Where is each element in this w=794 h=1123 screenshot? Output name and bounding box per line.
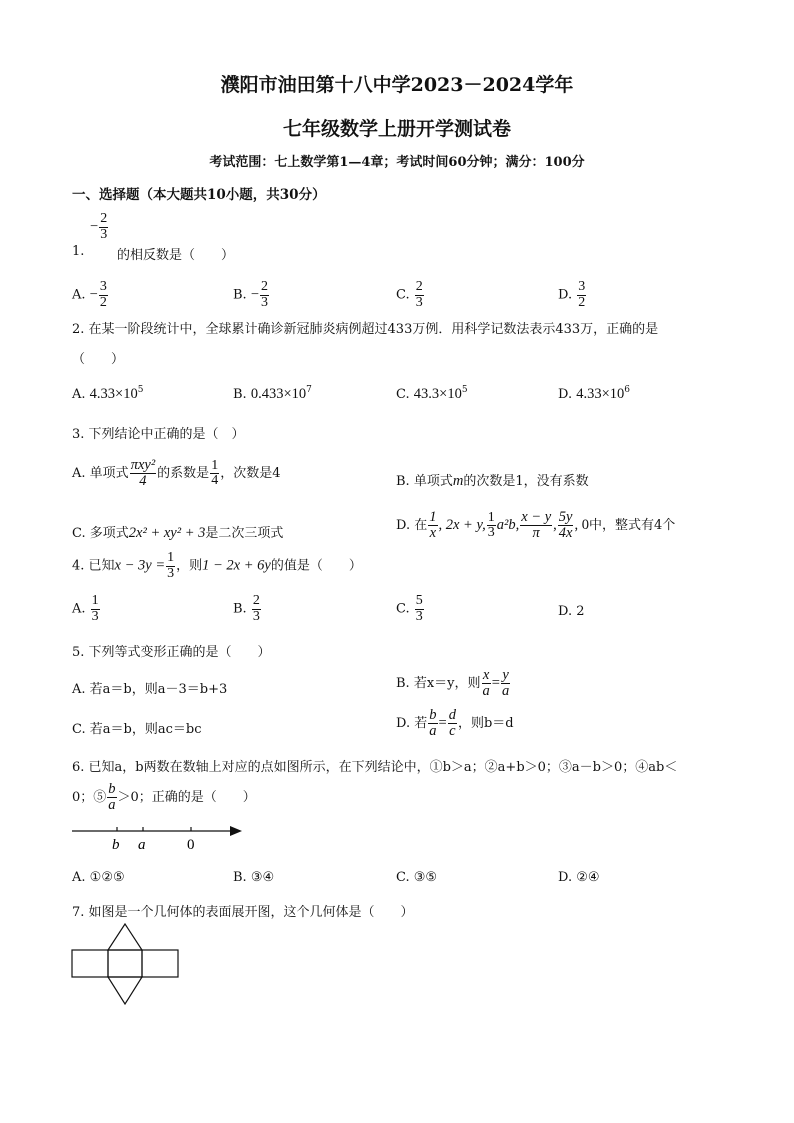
q1-option-a: A. − $\frac{3}{2}$ (72, 279, 107, 310)
axis-label-b: b (112, 837, 120, 853)
q5-option-d: D. 若 $\frac{b}{a}$ = $\frac{d}{c}$ ，则b＝d (396, 707, 514, 740)
prism-net-figure (70, 922, 182, 1008)
q5-option-c: C. 若a＝b，则ac＝bc (72, 722, 202, 737)
q3-option-c: C. 多项式2x² + xy² + 3是二次三项式 (72, 525, 284, 541)
q3-option-b: B. 单项式m的次数是1，没有系数 (396, 473, 589, 489)
q1-option-c: C. $\frac{2}{3}$ (396, 279, 423, 310)
q1-option-b: B. − $\frac{2}{3}$ (233, 279, 269, 310)
net-rect-right (142, 950, 178, 977)
q3-option-a: A. 单项式 $\frac{\text{πxy²}}{4}$ 的系数是 $\frac{1}{4}$ ，次数是4 (72, 457, 281, 490)
page-title-line1: 濮阳市油田第十八中学2023－2024学年 (220, 74, 574, 96)
q6-option-b: B. ③④ (233, 870, 275, 885)
net-triangle-bottom (108, 977, 142, 1004)
q4-option-a: A. $\frac{1}{3}$ (72, 593, 99, 624)
q6-stem-line2: 0；⑤ $\frac{b}{a}$ ＞0；正确的是（ ） (72, 781, 256, 814)
q7-stem: 7. 如图是一个几何体的表面展开图，这个几何体是（ ） (72, 905, 414, 920)
axis-label-zero: 0 (187, 837, 195, 853)
q1-number: 1. (72, 244, 85, 259)
net-triangle-top (108, 924, 142, 950)
q5-option-a: A. 若a＝b，则a－3＝b+3 (72, 682, 228, 697)
q1-stem: 的相反数是（ ） (117, 248, 235, 263)
q4-stem: 4. 已知x − 3y = $\frac{1}{3}$ ，则1 − 2x + 6y的值是（ ） (72, 550, 362, 581)
number-line-arrow-icon (230, 826, 242, 836)
q1-fraction: − $\frac{2}{3}$ (90, 211, 108, 242)
q2-option-a: A. $4.33\times 10^5$ (72, 385, 144, 402)
q3-stem: 3. 下列结论中正确的是（ ） (72, 427, 245, 442)
q6-option-d: D. ②④ (558, 870, 600, 885)
q2-stem-line2: （ ） (72, 352, 125, 367)
net-rect-middle (108, 950, 142, 977)
q4-option-b: B. $\frac{2}{3}$ (233, 593, 260, 624)
number-line-figure (66, 818, 256, 858)
q3-option-d: D. 在 $\frac{1}{x}$ , 2x + y, $\frac{1}{3}$ a²b, $\frac{x - y}{\pi}$ , $\frac{5y}{4x}$ , 0中，整式有4个 (396, 509, 676, 542)
q5-stem: 5. 下列等式变形正确的是（ ） (72, 645, 271, 660)
q2-option-c: C. $43.3\times 10^5$ (396, 385, 468, 402)
q4-option-c: C. $\frac{5}{3}$ (396, 593, 423, 624)
q6-option-c: C. ③⑤ (396, 870, 438, 885)
net-rect-left (72, 950, 108, 977)
axis-label-a: a (138, 837, 146, 853)
section-heading: 一、选择题（本大题共10小题，共30分） (72, 187, 326, 203)
q5-option-b: B. 若x＝y，则 $\frac{x}{a}$ = $\frac{y}{a}$ (396, 667, 510, 700)
q6-stem-line1: 6. 已知a，b两数在数轴上对应的点如图所示，在下列结论中，①b＞a；②a+b＞0；③a－b＞0；④ab＜ (72, 760, 678, 775)
q6-option-a: A. ①②⑤ (72, 870, 125, 885)
q2-option-b: B. $0.433\times 10^7$ (233, 385, 312, 402)
q2-option-d: D. $4.33\times 10^6$ (558, 385, 631, 402)
q2-stem-line1: 2. 在某一阶段统计中，全球累计确诊新冠肺炎病例超过433万例．用科学记数法表示433万，正确的是 (72, 322, 659, 337)
q4-option-d: D. 2 (558, 604, 585, 619)
exam-info: 考试范围：七上数学第1—4章；考试时间60分钟；满分：100分 (209, 155, 585, 170)
page-title-line2: 七年级数学上册开学测试卷 (282, 118, 511, 140)
q1-option-d: D. $\frac{3}{2}$ (558, 279, 586, 310)
